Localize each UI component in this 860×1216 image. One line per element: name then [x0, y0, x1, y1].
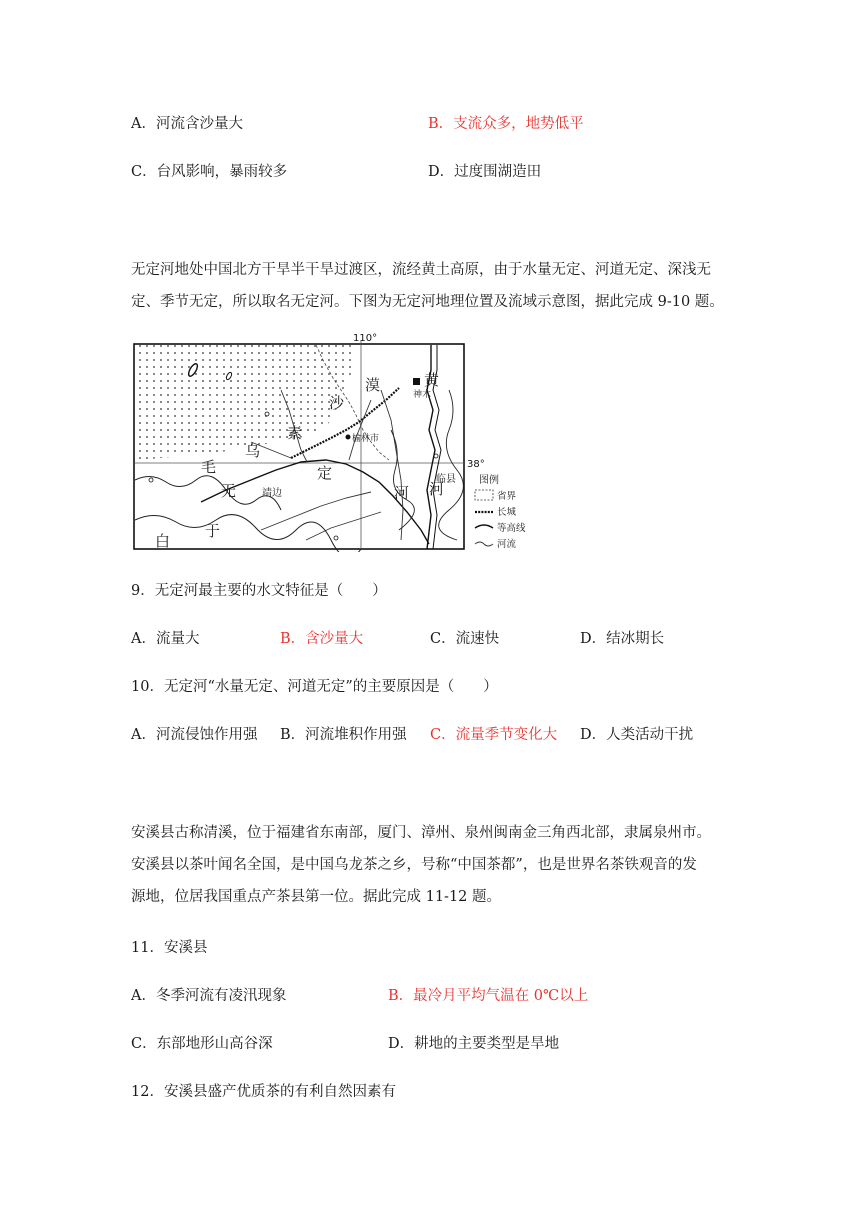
label-bai: 白 — [155, 532, 171, 550]
label-yulin: 榆林市 — [352, 434, 380, 444]
q10-option-c-answer: C．流量季节变化大 — [430, 727, 558, 743]
q10-option-d: D．人类活动干扰 — [580, 727, 694, 743]
legend-river-symbol — [475, 542, 493, 546]
q11-option-b-answer: B．最冷月平均气温在 0℃以上 — [388, 988, 589, 1004]
label-he: 河 — [394, 484, 410, 502]
q11-option-a: A．冬季河流有凌汛现象 — [131, 988, 287, 1004]
lat-label: 38° — [467, 459, 485, 470]
label-su: 素 — [287, 424, 303, 442]
passage1-line2: 定、季节无定，所以取名无定河。下图为无定河地理位置及流域示意图，据此完成 9-10 题。 — [131, 294, 724, 310]
q11-option-d: D．耕地的主要类型是旱地 — [388, 1036, 560, 1052]
map-legend — [475, 473, 526, 550]
lon-label: 110° — [353, 333, 378, 344]
legend-contour-symbol — [475, 525, 493, 528]
q8-option-b-answer: B．支流众多，地势低平 — [428, 116, 584, 132]
legend-greatwall: 长城 — [497, 507, 517, 518]
q10-stem: 10．无定河“水量无定、河道无定”的主要原因是（ ） — [131, 679, 498, 695]
label-ding: 定 — [317, 464, 333, 482]
q9-option-d: D．结冰期长 — [580, 631, 665, 647]
wuding-river-map — [131, 330, 541, 552]
passage2-line2: 安溪县以茶叶闻名全国，是中国乌龙茶之乡，号称“中国茶都”，也是世界名茶铁观音的发 — [131, 857, 697, 873]
q11-option-c: C．东部地形山高谷深 — [131, 1036, 273, 1052]
label-sha: 沙 — [329, 394, 345, 412]
yulin-marker — [346, 435, 351, 440]
passage2-line3: 源地，位居我国重点产茶县第一位。据此完成 11-12 题。 — [131, 889, 502, 905]
q9-option-c: C．流速快 — [430, 631, 500, 647]
q12-stem: 12．安溪县盛产优质茶的有利自然因素有 — [131, 1084, 396, 1100]
label-wu: 乌 — [245, 442, 261, 460]
label-jingbian: 靖边 — [262, 488, 282, 499]
q9-option-a: A．流量大 — [131, 631, 200, 647]
legend-contour: 等高线 — [497, 523, 526, 534]
q9-stem: 9．无定河最主要的水文特征是（ ） — [131, 583, 387, 599]
q9-option-b-answer: B．含沙量大 — [280, 631, 364, 647]
legend-river: 河流 — [497, 539, 517, 550]
label-mu: 漠 — [365, 376, 381, 394]
label-linxian: 临县 — [436, 474, 456, 485]
label-yu: 于 — [205, 522, 221, 540]
q8-option-c: C．台风影响，暴雨较多 — [131, 164, 288, 180]
q11-stem: 11．安溪县 — [131, 940, 208, 956]
legend-provincial-symbol — [475, 490, 493, 500]
q8-option-a: A．河流含沙量大 — [131, 116, 243, 132]
legend-provincial: 省界 — [497, 491, 517, 502]
shenmu-marker — [413, 378, 420, 385]
legend-title: 图例 — [479, 475, 499, 486]
q8-option-d: D．过度围湖造田 — [428, 164, 542, 180]
q10-option-a: A．河流侵蚀作用强 — [131, 727, 258, 743]
passage1-line1: 无定河地处中国北方干旱半干旱过渡区，流经黄土高原，由于水量无定、河道无定、深浅无 — [131, 262, 711, 278]
label-huang: 黄 — [424, 371, 440, 389]
label-wu2: 无 — [221, 482, 237, 500]
label-shenmu: 神木 — [413, 390, 432, 400]
label-he2: 河 — [429, 480, 445, 498]
q10-option-b: B．河流堆积作用强 — [280, 727, 407, 743]
label-mao: 毛 — [201, 458, 217, 476]
passage2-line1: 安溪县古称清溪，位于福建省东南部，厦门、漳州、泉州闽南金三角西北部，隶属泉州市。 — [131, 825, 711, 841]
